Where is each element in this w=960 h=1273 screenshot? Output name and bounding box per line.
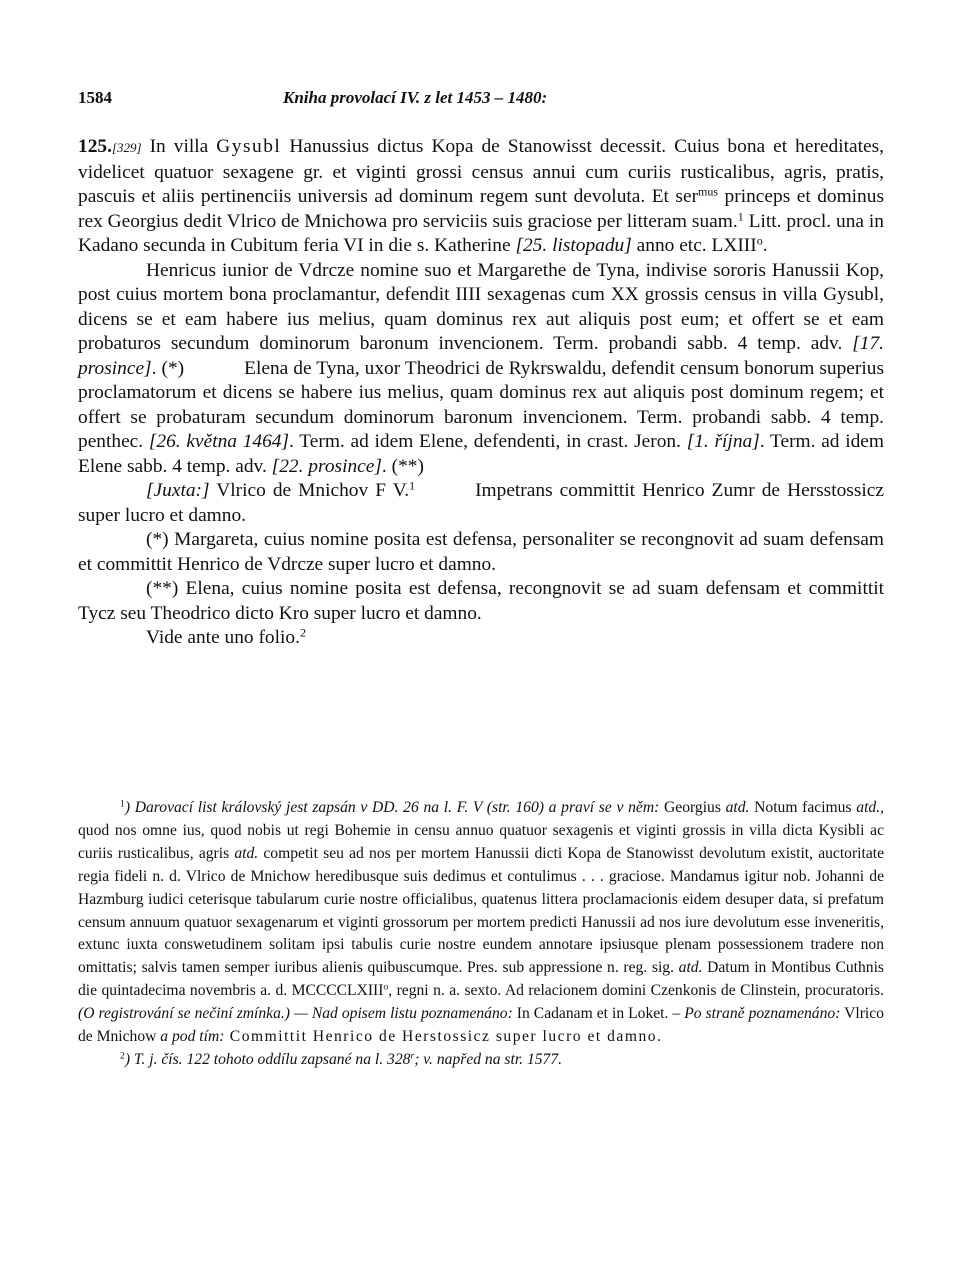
footnotes bbox=[78, 797, 884, 1072]
text-run: . Term. ad idem Elene, defendenti, in crast. Jeron. bbox=[289, 431, 687, 452]
editorial-text: ; v. napřed na str. 1577. bbox=[414, 1050, 563, 1068]
superscript: r bbox=[410, 1050, 415, 1062]
superscript: o bbox=[383, 981, 389, 993]
entry-paragraph-1 bbox=[78, 135, 884, 259]
editorial-note: [22. prosince] bbox=[271, 455, 382, 477]
page-number: 1584 bbox=[78, 88, 112, 107]
superscript: mus bbox=[698, 184, 719, 199]
editorial-text: ) Darovací list královský jest zapsán v DD. 26 na l. F. V (str. 160) a praví se v něm: bbox=[124, 799, 660, 816]
text-run: In Cadanam et in Loket. – bbox=[512, 1005, 685, 1023]
text-run: . bbox=[762, 235, 768, 256]
footnote-mark: 2 bbox=[120, 1050, 125, 1062]
running-header bbox=[78, 88, 884, 112]
entry-number: 125. bbox=[78, 136, 112, 157]
main-text bbox=[78, 135, 884, 651]
editorial-text: atd. bbox=[725, 799, 750, 816]
text-run: Elena de Tyna, uxor Theodrici de Rykrswaldu, defendit censum bonorum superius proclamatorum et dicens se habere ius melius, quam dominus rex aut aliquis post dominum regem; et offert se probaturam secundum dominorum baronum invencionem. Term. probandi sabb. 4 temp. penthec. bbox=[78, 357, 884, 452]
text-run: Vlrico de Mnichov F V. bbox=[209, 480, 410, 501]
text-run: princeps et dominus rex Georgius dedit Vlrico de Mnichowa pro serviciis suis graciose per litteram suam. bbox=[78, 186, 884, 232]
editorial-text: Po straně poznamenáno: bbox=[684, 1005, 841, 1023]
footnote-2 bbox=[78, 1049, 884, 1072]
text-run: In villa bbox=[149, 136, 217, 157]
editorial-text: atd. bbox=[234, 844, 259, 862]
footnote-ref: 2 bbox=[299, 625, 306, 640]
editorial-note: [1. října] bbox=[686, 431, 760, 452]
text-run: Datum in Montibus Cuthnis die quintadecima novembris a. d. MCCCCLXIII bbox=[78, 959, 884, 1000]
text-run: . (**) bbox=[381, 455, 424, 477]
text-run: competit seu ad nos per mortem Hanussii dicti Kopa de Stanowisst devolutum existit, auctoritate regia fideli n. d. Vlrico de Mnichow heredibusque suis dedimus et contulimus . . . graciose. Mandamus igitur nob. Johanni de Hazmburg iudici ceterisque tabularum curie nostre officialibus, quatenus littera proclamacionis eidem desuper data, si prefatum censum annuum quatuor sexagenarum et viginti grossorum per mortem predicti Hanussii ad nos iure devolutum esse inveneritis, extunc iuxta conswetudinem solitam ipsi tabulis curie nostre eundem annotare ipsiusque plenam possessionem tradere non omittatis; salvis tamen semper iuribus alienis quibuscumque. Pres. sub appressione n. reg. sig. bbox=[78, 844, 885, 977]
text-run: . (*) bbox=[151, 357, 185, 379]
entry-paragraph-4: (*) Margareta, cuius nomine posita est defensa, personaliter se recongnovit ad suam defensam et committit Henrico de Vdrcze super lucro et damno. bbox=[78, 529, 884, 575]
entry-paragraph-3 bbox=[78, 479, 884, 528]
text-run: Georgius bbox=[659, 799, 726, 816]
text-run: anno etc. LXIII bbox=[631, 235, 757, 256]
footnote-ref: 1 bbox=[409, 478, 416, 493]
entry-paragraph-6 bbox=[78, 626, 884, 651]
editorial-note: [Juxta:] bbox=[146, 480, 210, 501]
footnote-mark: 1 bbox=[120, 798, 125, 810]
editorial-text: a pod tím: bbox=[160, 1028, 225, 1046]
editorial-text: (O registrování se nečiní zmínka.) — Nad opisem listu poznamenáno: bbox=[78, 1005, 513, 1023]
editorial-text: atd. bbox=[678, 959, 703, 977]
running-title: Kniha provolací IV. z let 1453 – 1480: bbox=[283, 88, 548, 107]
entry-paragraph-5: (**) Elena, cuius nomine posita est defensa, recongnovit se ad suam defensam et committit Tycz seu Theodrico dicto Kro super lucro et damno. bbox=[78, 578, 884, 624]
text-run: Vide ante uno folio. bbox=[146, 627, 300, 648]
text-run: , regni n. a. sexto. Ad relacionem domini Czenkonis de Clinstein, procuratoris. bbox=[388, 982, 884, 1000]
text-run: . Term. ad idem Elene sabb. 4 temp. adv. bbox=[78, 431, 884, 477]
folio-note: [329] bbox=[111, 140, 142, 155]
entry-paragraph-2 bbox=[78, 259, 884, 480]
editorial-note: [26. května 1464] bbox=[148, 431, 290, 452]
superscript: o bbox=[756, 233, 763, 248]
text-run: Notum facimus bbox=[749, 799, 857, 816]
text-run: , quod nos omne ius, quod nobis ut regi Bohemie in censu annuo quatuor sexagenis et viginti grossis in villa dicta Kysibli ac curiis rusticalibus, agris bbox=[78, 799, 884, 862]
editorial-note: [17. prosince] bbox=[78, 333, 884, 379]
text-run: Litt. procl. una in Kadano secunda in Cubitum feria VI in die s. Katherine bbox=[78, 210, 884, 256]
footnote-1 bbox=[78, 797, 884, 1049]
spaced-text: Committit Henrico de Herstossicz super lucro et damno. bbox=[224, 1028, 663, 1046]
text-run: Henricus iunior de Vdrcze nomine suo et Margarethe de Tyna, indivise sororis Hanussii Kop, post cuius mortem bona proclamantur, defendit IIII sexagenas cum XX grossis census in villa Gysubl, dicens se et eam habere ius melius, quam dominus rex aut aliquis post eum; et offert se et eam probaturos secundum dominorum baronum invencionem. Term. probandi sabb. 4 temp. adv. bbox=[78, 259, 884, 354]
editorial-note: [25. listopadu] bbox=[515, 235, 632, 256]
text-run: Vlrico de Mnichow bbox=[78, 1005, 884, 1046]
editorial-text: ) T. j. čís. 122 tohoto oddílu zapsané na l. 328 bbox=[124, 1050, 411, 1068]
text-run: Hanussius dictus Kopa de Stanowisst decessit. Cuius bona et hereditates, videlicet quatuor sexagene gr. et viginti grossi census annui cum curiis rusticalibus, agris, pratis, pascuis et aliis pertinenciis universis ad dominum regem sunt devoluta. Et ser bbox=[78, 136, 884, 207]
spaced-name: Gysubl bbox=[216, 136, 282, 157]
footnote-ref: 1 bbox=[737, 208, 744, 223]
text-run: Impetrans committit Henrico Zumr de Hersstossicz super lucro et damno. bbox=[78, 480, 884, 526]
editorial-text: atd. bbox=[856, 799, 881, 816]
